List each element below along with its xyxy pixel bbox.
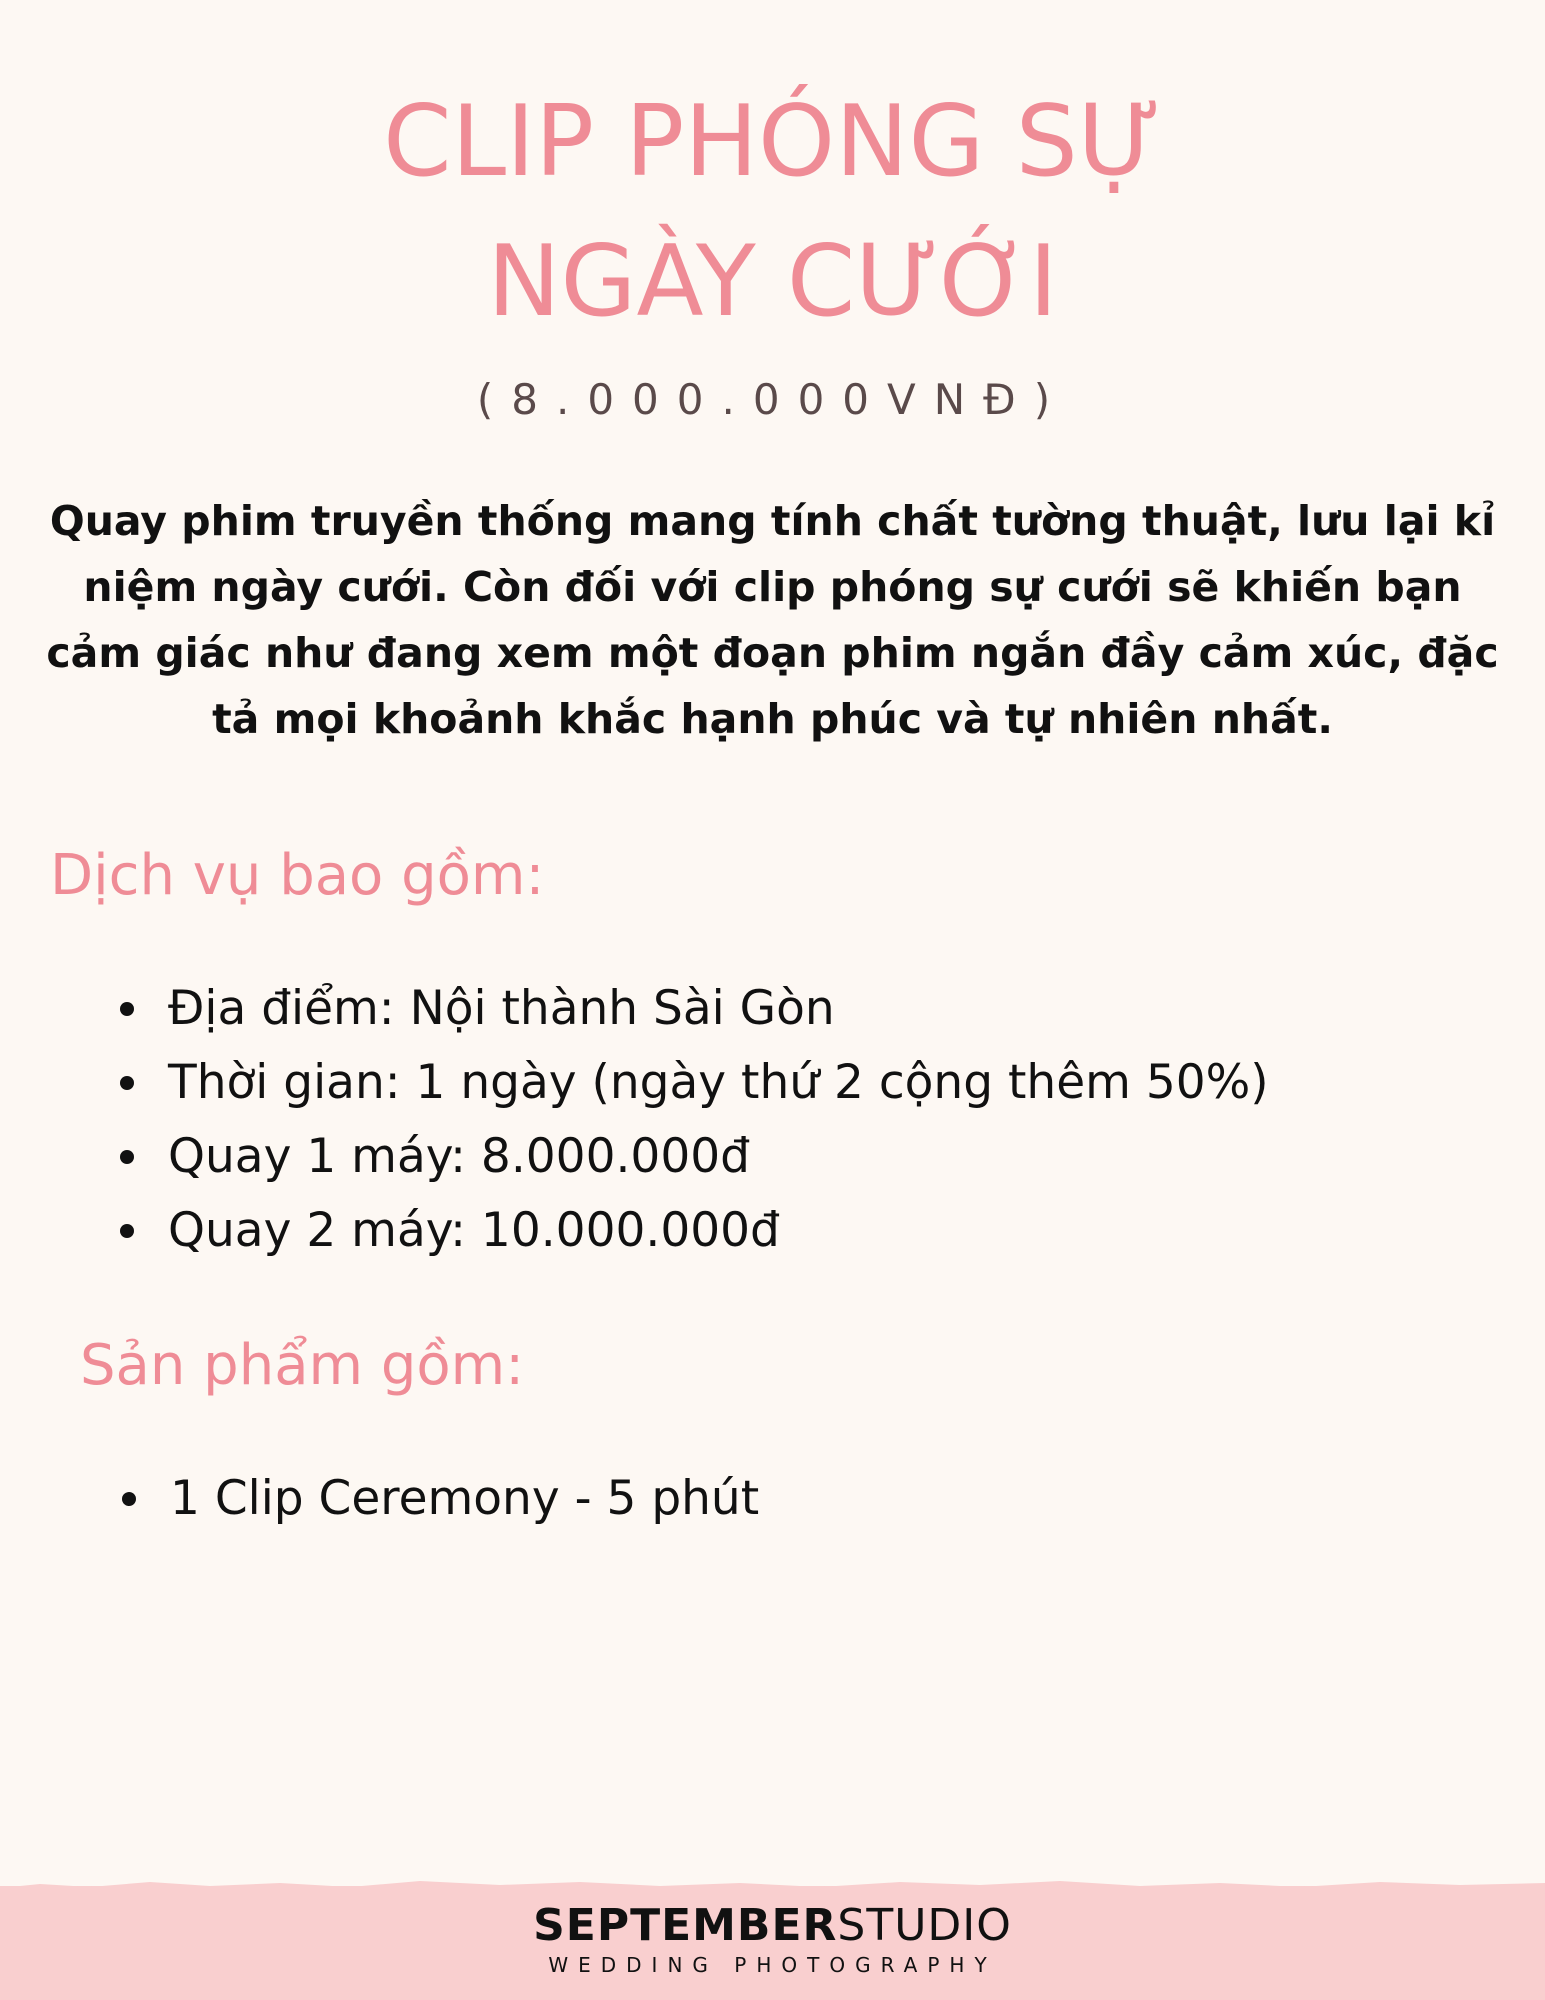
list-item	[120, 1120, 1269, 1194]
list-item	[122, 1462, 759, 1536]
description-paragraph: Quay phim truyền thống mang tính chất tường thuật, lưu lại kỉ niệm ngày cưới. Còn đối với clip phóng sự cưới sẽ khiến bạn cảm giác như đang xem một đoạn phim ngắn đầy cảm xúc, đặc tả mọi khoảnh khắc hạnh phúc và tự nhiên nhất.	[46, 497, 1499, 743]
list-item-text: Quay 1 máy: 8.000.000đ	[168, 1129, 750, 1184]
page-title-line-1: CLIP PHÓNG SỰ	[383, 85, 1162, 199]
price-label: (8.000.000VNĐ)	[476, 375, 1069, 424]
logo-wordmark	[0, 1902, 1545, 1950]
bullet-icon	[120, 1076, 134, 1090]
bullet-icon	[120, 1002, 134, 1016]
list-item-text: 1 Clip Ceremony - 5 phút	[170, 1471, 760, 1526]
brush-edge-shape	[0, 1866, 1545, 1896]
bullet-icon	[120, 1150, 134, 1164]
bullet-icon	[120, 1224, 134, 1238]
logo-light-text: STUDIO	[837, 1900, 1012, 1951]
logo-subtitle: WEDDING PHOTOGRAPHY	[548, 1953, 997, 1977]
products-heading: Sản phẩm gồm:	[80, 1333, 525, 1398]
page-title-line-2: NGÀY CƯỚI	[487, 225, 1058, 339]
list-item-text: Quay 2 máy: 10.000.000đ	[168, 1203, 780, 1258]
products-list	[122, 1462, 759, 1536]
list-item	[120, 972, 1269, 1046]
list-item-text: Thời gian: 1 ngày (ngày thứ 2 cộng thêm 50%)	[168, 1055, 1269, 1110]
services-heading: Dịch vụ bao gồm:	[50, 843, 545, 908]
services-list	[120, 972, 1269, 1268]
studio-logo	[0, 1902, 1545, 1978]
list-item-text: Địa điểm: Nội thành Sài Gòn	[168, 981, 835, 1036]
list-item	[120, 1194, 1269, 1268]
list-item	[120, 1046, 1269, 1120]
bullet-icon	[122, 1492, 136, 1506]
logo-bold-text: SEPTEMBER	[533, 1900, 838, 1951]
